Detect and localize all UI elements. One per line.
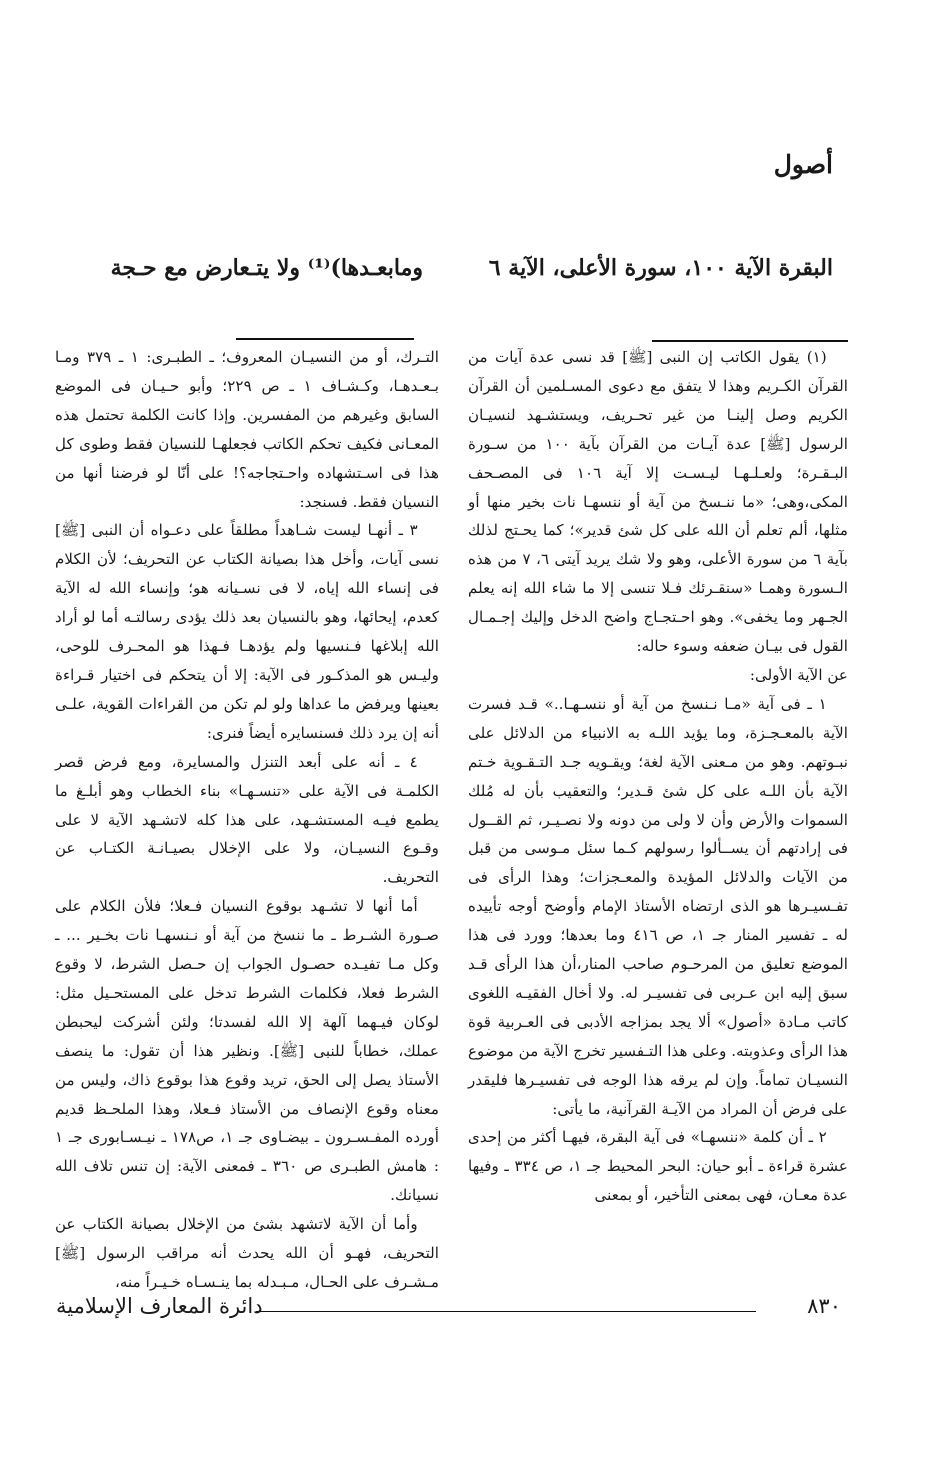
publication-title: دائرة المعارف الإسلامية (56, 1294, 263, 1318)
paragraph: التـرك، أو من النسيـان المعروف؛ ـ الطبـرى: ١ ـ ٣٧٩ ومـا بـعـدهـا، وكـشـاف ١ ـ ص ٢٢٩؛ وأبو حـيـان فى الموضع السابق وغيرهم من المفسرين. وإذا كانت الكلمة تحتمل هذه المعـانى فكيف تحكم الكاتب فجعلهـا للنسيان فقط وطوى كل هذا فى اسـتشهاده واحـتجاجه؟! على أنّا لو فرضنا أنها من النسيان فقط. فسنجد: (55, 348, 440, 511)
left-column-rule (236, 338, 414, 340)
paragraph: عن الآية الأولى: (749, 665, 848, 684)
left-column (55, 343, 439, 1297)
paragraph: ١ ـ فى آية «مـا نـنسخ من آية أو ننسـهـا..» قـد فسرت الآية بالمعـجـزة، وما يؤيد اللـه به الانبياء من الدلائل على نبـوتهم. وهو من مـعنى الآية لغة؛ ويقـويه جـد التـقـوية خـتم الآية بأن اللـه على كل شئ قـدير؛ والتعقيب بأن له مُلك السموات والأرض وأن لا ولى من دونه ولا نصـيـر، ثم القــول فى إرادتهم أن يســألوا رسولهم كـما سئل مـوسى من قبل من الآيات والدلائل المؤيدة والمعـجزات؛ وهذا الرأى فى تفـسيـرها هو الذى ارتضاه الأستاذ الإمام وأوضح أوجه تأييده له ـ تفسير المنار جـ ١، ص ٤١٦ وما بعدها؛ وورد فى هذا الموضع تعليق من المرحـوم صاحب المنار،أن هذا الرأى قـد سبق إليه ابن عـربى فى تفسيـر له. ولا أخال الفقيـه اللغوى كاتب مـادة «أصول» ألا يجد بمزاجه الأدبى فى العـربية قوة هذا الرأى وعذوبته. وعلى هذا التـفسير تخرج الآية من موضوع النسيـان تماماً. وإن لم يرقه هذا الوجه فى تفسيـرها فليقدر على فرض أن المراد من الآيـة القرآنية، ما يأتى: (468, 694, 848, 1118)
article-heading-right: البقرة الآية ١٠٠، سورة الأعلى، الآية ٦ (488, 255, 833, 281)
right-column-rule (652, 340, 848, 342)
paragraph: (١) يقول الكاتب إن النبى [ﷺ] قد نسى عدة آيات من القرآن الكـريم وهذا لا يتفق مع دعوى المسـلمين أن القرآن الكريم وصل إلينـا من غير تحـريف، ويستشـهد لنسيـان الرسول [ﷺ] عدة آيـات من القرآن بآية ١٠٠ من سـورة البـقـرة؛ ولعـلـهـا ليـسـت إلا آية ١٠٦ فى المصـحف المكى،وهى؛ «ما ننـسخ من آية أو ننسهـا نات بخير منها أو مثلها، ألم تعلم أن الله على كل شئ قدير»؛ كما يحـتج لذلك بآية ٦ من سورة الأعلى، وهو ولا شك يريد آيتى ٦، ٧ من هذه الـسورة وهمـا «سنقـرئك فـلا تنسى إلا ما شاء الله إنه يعلم الجـهر وما يخفى». وهو احـتجـاج واضح الدخل وإليك إجـمـال القول فى بيـان ضعفه وسوء حاله: (468, 348, 848, 656)
article-heading-left: ومابعـدها)⁽¹⁾ ولا يتـعارض مع حـجة (110, 255, 423, 281)
paragraph: ٣ ـ أنهـا ليست شـاهداً مطلقاً على دعـواه أن النبى [ﷺ] نسى آيات، وأخل هذا بصيانة الكتاب عن التحريف؛ لأن الكلام فى إنساء الله إياه، لا فى نسـيانه هو؛ وإنساء الله له الآية كعدم، إيحائها، وهو بالنسيان بعد ذلك يؤدى رسالتـه أما لو أراد الله إبلاغها فـنسيها ولم يؤدهـا فـهذا هو المحـرف للوحى، وليـس هو المذكـور فى الآية: إلا أن يتحكم فى اختيار قـراءة بعينها ويرفض ما عداها ولو لم تكن من القراءات القوية، علـى أنه إن يرد ذلك فسنسايره أيضاً فنرى: (55, 521, 439, 742)
paragraph: وأما أن الآية لاتشهد بشئ من الإخلال بصيانة الكتاب عن التحريف، فهـو أن الله يحدث أنه مراقب الرسول [ﷺ] مـشـرف على الحـال، مـبـدله بما ينـسـاه خـيـراً منه، (55, 1215, 439, 1291)
paragraph: ٤ ـ أنه على أبعد التنزل والمسايرة، ومع فرض قصر الكلمـة فى الآية على «تنسـهـا» بناء الخطاب وهو أبلـغ ما يطمع فيـه المستشـهد، على هذا كله لاتشـهد الآية لا على وقـوع النسيـان، ولا على الإخلال بصيـانـة الكتـاب عن التحريف. (55, 752, 439, 887)
section-title: أصول (773, 150, 833, 179)
right-column (468, 343, 848, 1210)
page-number: ٨٣٠ (807, 1294, 841, 1318)
paragraph: ٢ ـ أن كلمة «ننسهـا» فى آية البقرة، فيهـا أكثر من إحدى عشرة قراءة ـ أبو حيان: البحر المحيط جـ ١، ص ٣٣٤ ـ وفيها عدة معـان، فهى بمعنى التأخير، أو بمعنى (468, 1128, 848, 1205)
footer-rule (256, 1311, 756, 1312)
paragraph: أما أنها لا تشـهد بوقوع النسيان فـعلا؛ فلأن الكلام على صـورة الشـرط ـ ما ننسخ من آية أو نـنسهـا نات بخـير ... ـ وكل مـا تفيـده حصـول الجواب إن حـصل الشرط، لا وقوع الشرط فعلا، فكلمات الشرط تدخل على المستحـيل مثل: لوكان فيـهما آلهة إلا الله لفسدتا؛ ولئن أشركت ليحبطن عملك، خطاباً للنبى [ﷺ]. ونظير هذا أن تقول: ما ينصف الأستاذ يصل إلى الحق، تريد وقوع هذا بوقوع ذاك، وليس من معناه وقوع الإنصاف من الأستاذ فـعلا، وهذا الملحـظ قديم أورده المفـسـرون ـ بيضـاوى جـ ١، ص١٧٨ ـ نيـسـابورى جـ ١ : هامش الطبـرى ص ٣٦٠ ـ فمعنى الآية: إن تنس تلاف الله نسيانك. (55, 897, 439, 1205)
